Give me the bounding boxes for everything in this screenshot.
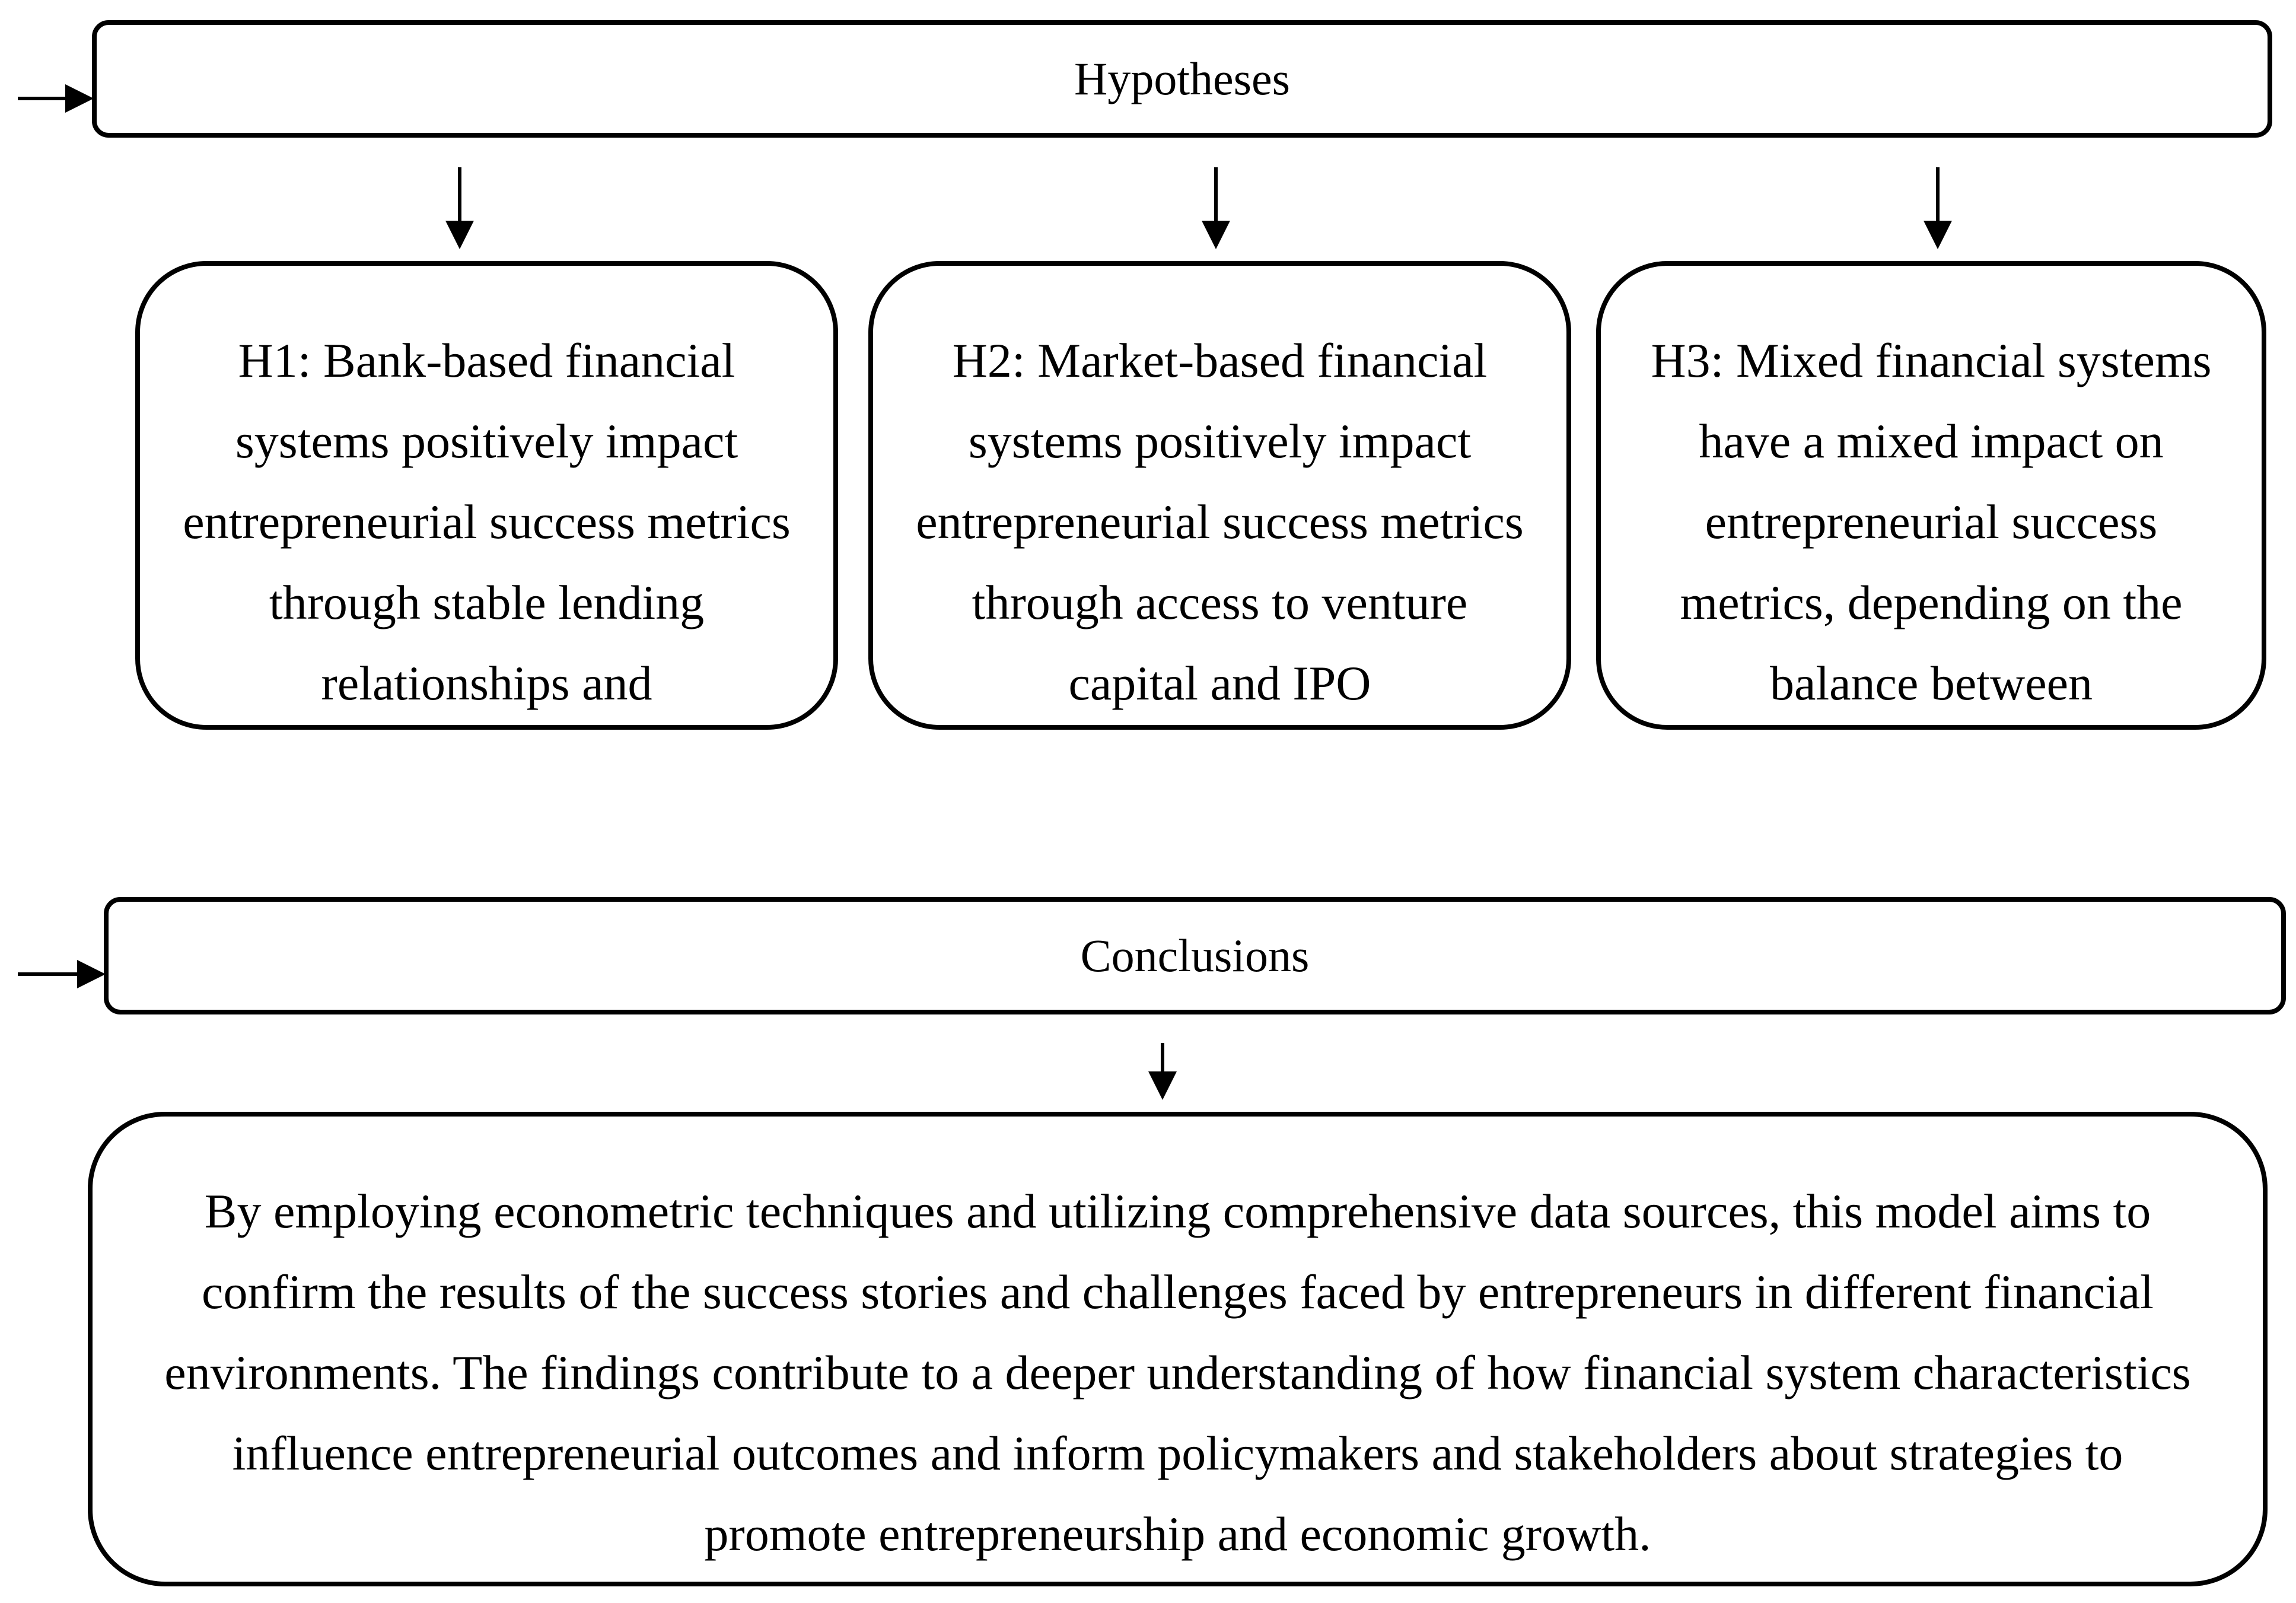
hypothesis-h1-text: H1: Bank-based financial systems positively impact entrepreneurial success metrics through stable lending relationships and — [183, 333, 791, 710]
conclusion-text: By employing econometric techniques and utilizing comprehensive data sources, this model aims to confirm the results of the success stories and challenges faced by entrepreneurs in different financial environments. The findings contribute to a deeper understanding of how financial system characteristics influence entrepreneurial outcomes and inform policymakers and stakeholders about strategies to promote entrepreneurship and economic growth. — [164, 1184, 2191, 1561]
hypotheses-header-box — [92, 20, 2272, 138]
conclusions-header-label: Conclusions — [1080, 930, 1310, 981]
hypothesis-h2-box — [868, 261, 1571, 730]
hypothesis-h3-text: H3: Mixed financial systems have a mixed impact on entrepreneurial success metrics, depending on the balance between — [1651, 333, 2212, 710]
hypothesis-h1-box — [135, 261, 838, 730]
conclusions-header-box — [104, 897, 2286, 1014]
hypothesis-h3-box — [1596, 261, 2266, 730]
conclusion-box — [88, 1112, 2268, 1586]
hypotheses-header-label: Hypotheses — [1074, 53, 1290, 104]
hypothesis-h2-text: H2: Market-based financial systems positively impact entrepreneurial success metrics through access to venture capital and IPO — [916, 333, 1524, 710]
